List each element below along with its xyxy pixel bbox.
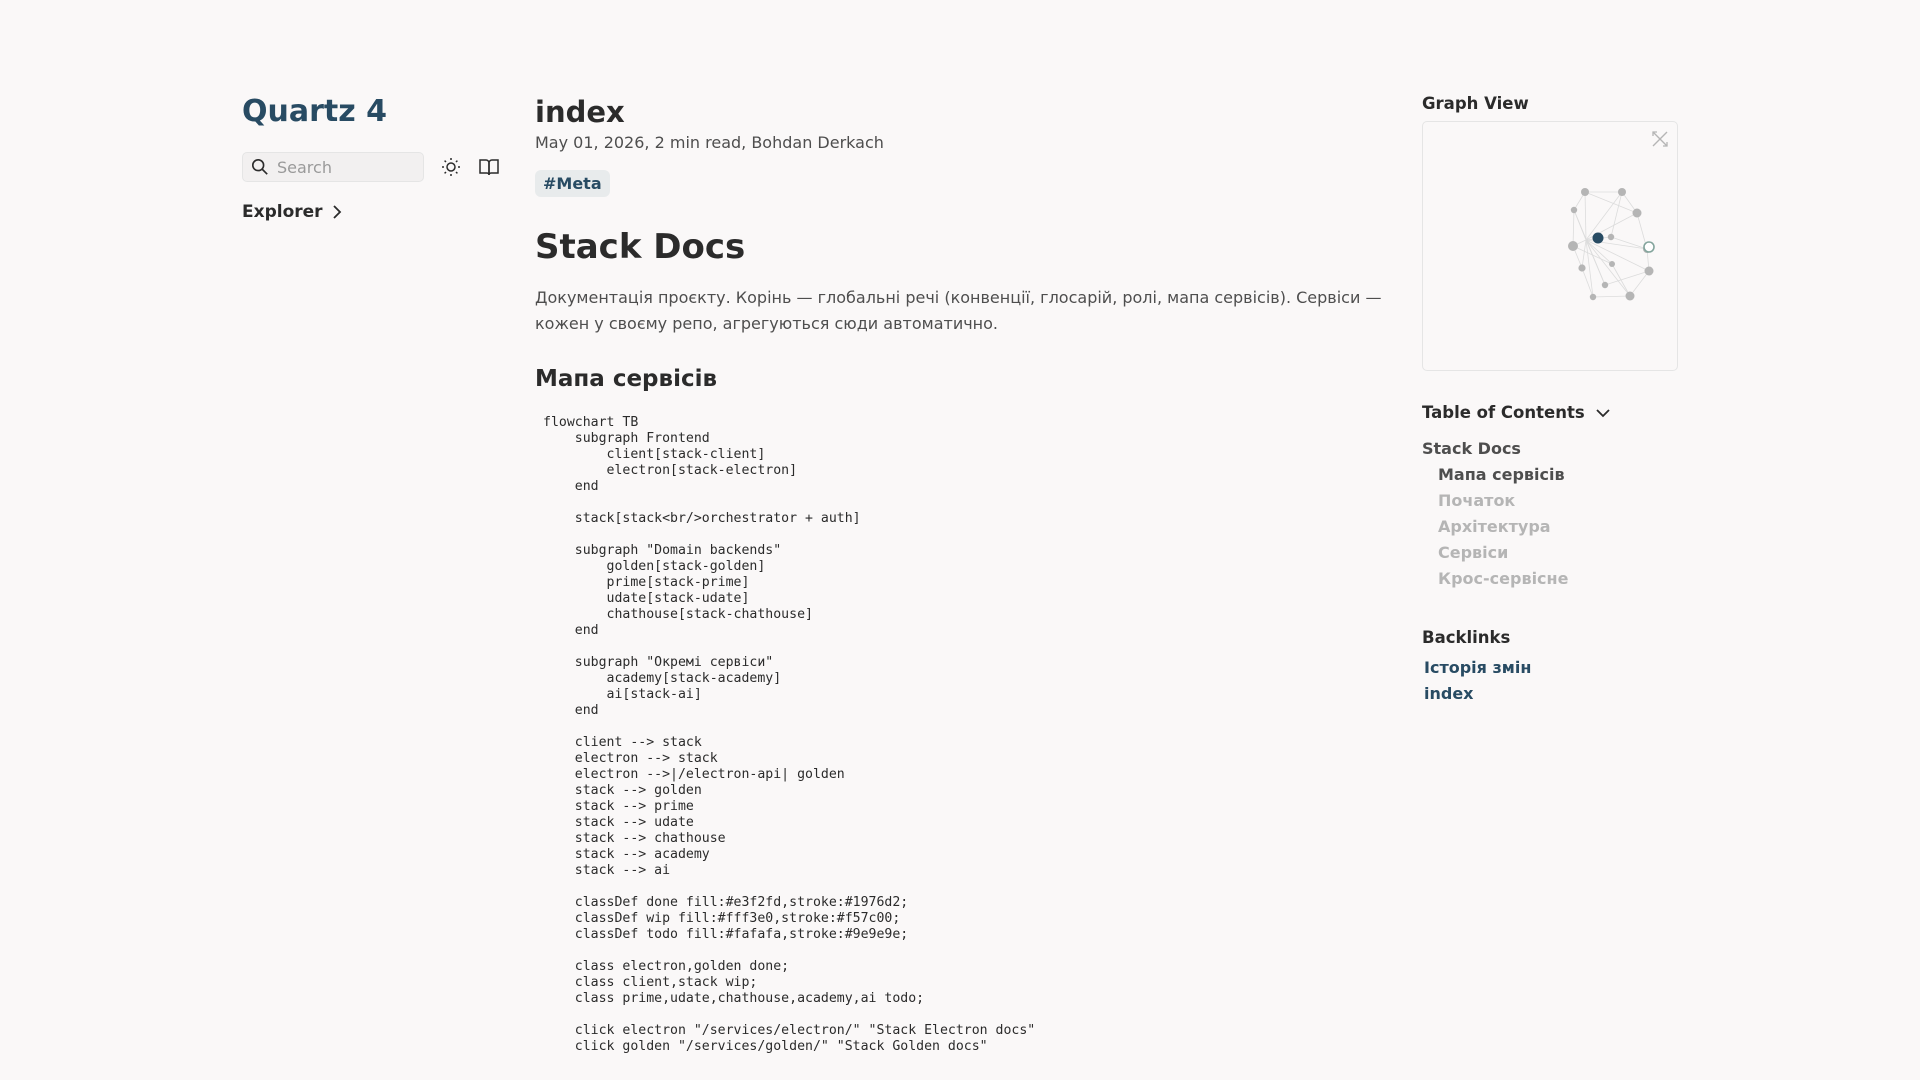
search-bar[interactable] [242, 152, 424, 182]
main-content [535, 92, 1385, 1055]
chevron-right-icon [331, 204, 343, 220]
tag-meta[interactable]: #Meta [535, 170, 610, 197]
toc-item-service-map[interactable]: Мапа сервісів [1438, 465, 1565, 484]
reader-mode-book-icon[interactable] [478, 156, 500, 178]
toc-item-start[interactable]: Початок [1438, 491, 1516, 510]
graph-node [1609, 261, 1615, 267]
toc-list [1422, 436, 1680, 592]
author: Bohdan Derkach [751, 133, 884, 152]
toc-item-services[interactable]: Сервіси [1438, 543, 1509, 562]
toc-item-architecture[interactable]: Архітектура [1438, 517, 1551, 536]
backlink-changelog[interactable]: Історія змін [1424, 658, 1532, 677]
graph-node [1568, 241, 1578, 251]
right-sidebar [1422, 94, 1680, 707]
code-block: flowchart TB subgraph Frontend client[stack-client] electron[stack-electron] end stack[stack<br/>orchestrator + auth] subgraph "Domain backends" golden[stack-golden] prime[stack-prime] udate[stack-udate] chathouse[stack-chathouse] end subgraph "Окремі сервіси" academy[stack-academy] ai[stack-ai] end client --> stack electron --> stack electron -->|/electron-api| golden stack --> golden stack --> prime stack --> udate stack --> chathouse stack --> academy stack --> ai classDef done fill:#e3f2fd,stroke:#1976d2; classDef wip fill:#fff3e0,stroke:#f57c00; classDef todo fill:#fafafa,stroke:#9e9e9e; class electron,golden done; class client,stack wip; class prime,udate,chathouse,academy,ai todo; click electron "/services/electron/" "Stack Electron docs" click golden "/services/golden/" "Stack Golden docs" [543, 415, 1036, 1054]
search-placeholder: Search [277, 157, 332, 177]
chevron-down-icon [1595, 407, 1611, 419]
theme-toggle-sun-icon[interactable] [440, 156, 462, 178]
search-icon [251, 158, 269, 176]
graph-node [1633, 209, 1642, 218]
graph-node [1626, 292, 1635, 301]
left-sidebar [242, 92, 512, 222]
graph-view[interactable] [1422, 121, 1678, 371]
site-title[interactable]: Quartz 4 [242, 94, 388, 129]
intro-paragraph: Документація проєкту. Корінь — глобальні речі (конвенції, глосарій, ролі, мапа сервісів). Сервіси — кожен у своєму репо, агрегуються сюди автоматично. [535, 288, 1382, 333]
graph-current-node [1593, 233, 1604, 244]
backlink-index[interactable]: index [1424, 684, 1474, 703]
toc-toggle[interactable] [1422, 403, 1680, 422]
graph-node [1578, 264, 1585, 271]
graph-node [1581, 188, 1589, 196]
graph-node [1590, 294, 1596, 300]
graph-node [1618, 188, 1626, 196]
backlinks-list [1422, 655, 1680, 707]
page-title: index [535, 95, 625, 129]
explorer-label: Explorer [242, 202, 323, 222]
graph-node [1608, 234, 1614, 240]
graph-node [1571, 207, 1577, 213]
toolbar [242, 152, 512, 182]
heading-stack-docs: Stack Docs [535, 227, 746, 267]
explorer-toggle[interactable] [242, 202, 512, 222]
graph-network [1423, 122, 1679, 372]
backlinks-title: Backlinks [1422, 628, 1511, 647]
heading-service-map: Мапа сервісів [535, 366, 718, 392]
backlinks [1422, 628, 1680, 707]
graph-node [1602, 282, 1608, 288]
page-meta [535, 132, 1385, 154]
toc-title: Table of Contents [1422, 403, 1585, 422]
toc-item-cross-service[interactable]: Крос-сервісне [1438, 569, 1569, 588]
page-date: May 01, 2026, [535, 133, 650, 152]
graph-node [1645, 267, 1654, 276]
graph-tag-node [1644, 242, 1654, 252]
read-time: 2 min read, [654, 133, 747, 152]
graph-view-title: Graph View [1422, 94, 1529, 113]
toc-item-stack-docs[interactable]: Stack Docs [1422, 439, 1521, 458]
